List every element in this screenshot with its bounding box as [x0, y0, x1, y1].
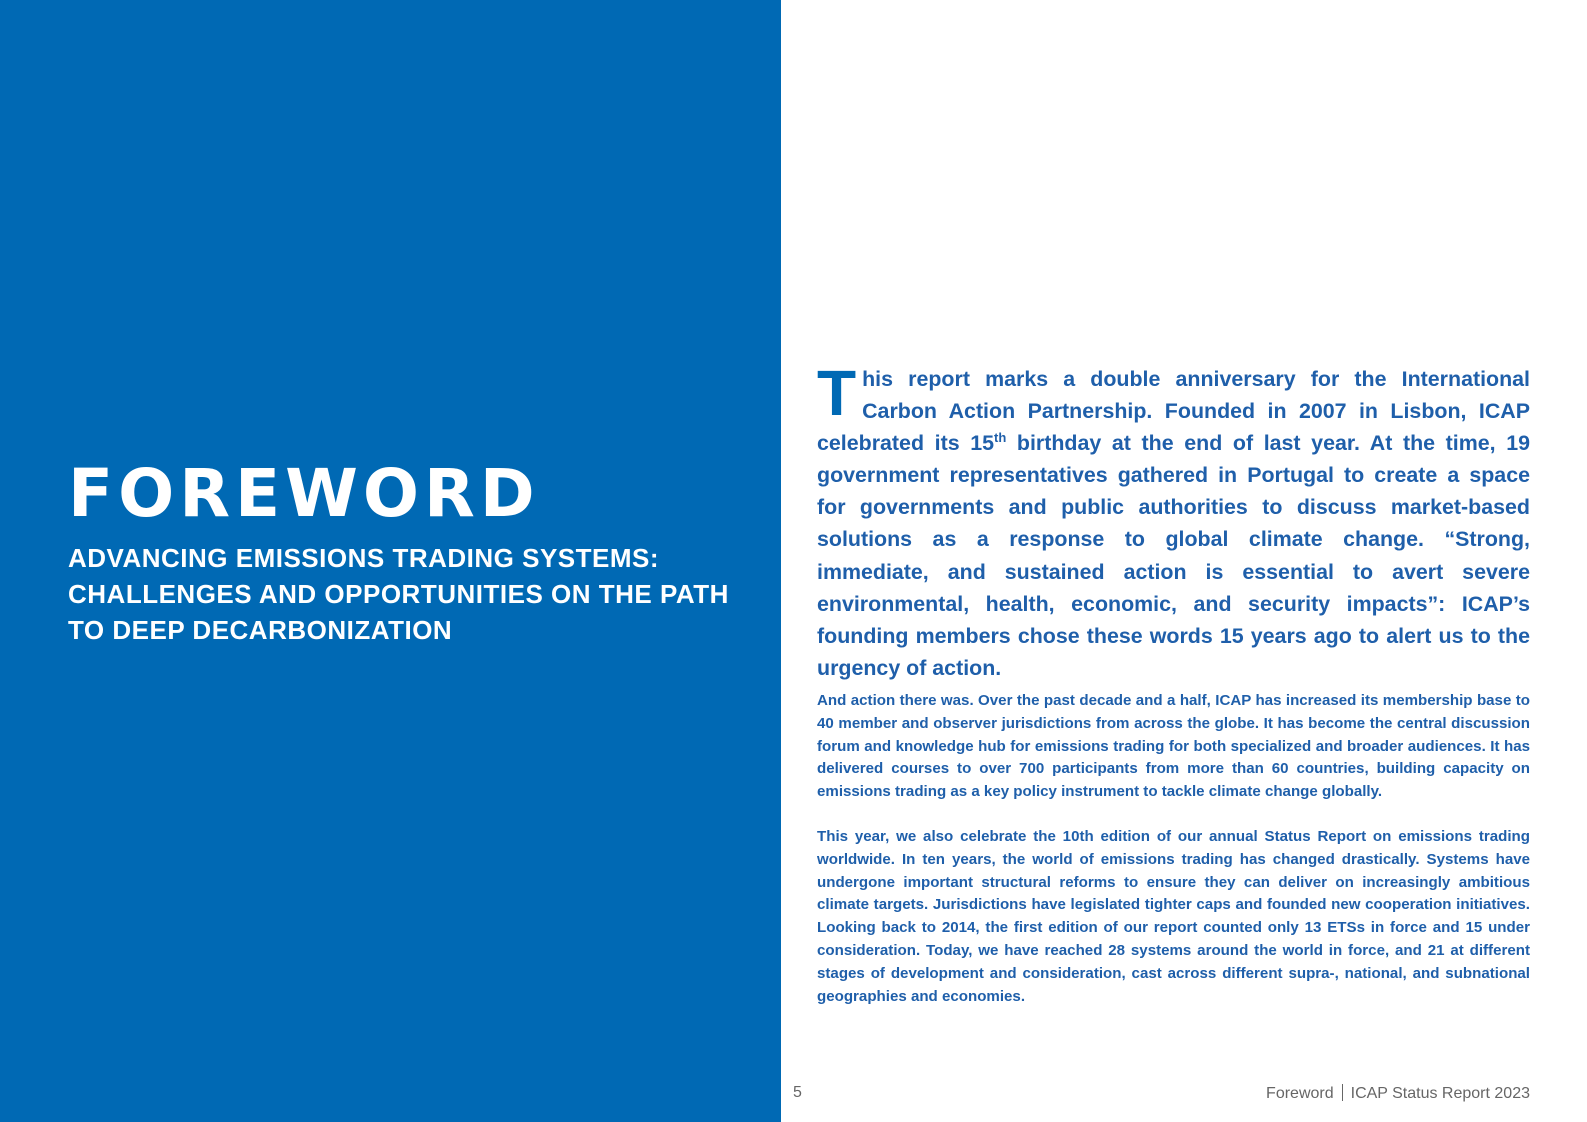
footer-publication: ICAP Status Report 2023 — [1350, 1085, 1530, 1102]
subtitle-line-2: CHALLENGES AND OPPORTUNITIES ON THE PATH — [68, 579, 729, 609]
page-title: FOREWORD — [68, 455, 540, 532]
subtitle-line-1: ADVANCING EMISSIONS TRADING SYSTEMS: — [68, 543, 660, 573]
page-number: 5 — [793, 1084, 802, 1101]
drop-cap: T — [817, 357, 857, 429]
page-subtitle — [68, 540, 758, 648]
footer-section: Foreword — [1266, 1085, 1334, 1102]
intro-text-part1: his report marks a double anniversary for the International Carbon Action Partnership. Founded in 2007 in Lisbon, ICAP celebrated its 15 — [817, 367, 1530, 456]
intro-text-part2: birthday at the end of last year. At the time, 19 government representatives gathered in Portugal to create a space for governments and public authorities to discuss market-based solutions as a response to global climate change. “Strong, immediate, and sustained action is essential to avert severe environmental, health, economic, and security impacts”: ICAP’s founding members chose these words 15 years ago to alert us to the urgency of action. — [817, 431, 1530, 680]
running-footer — [1266, 1084, 1530, 1103]
footer-divider — [1342, 1084, 1343, 1101]
intro-superscript: th — [994, 430, 1007, 446]
body-paragraph-1: And action there was. Over the past decade and a half, ICAP has increased its membership base to 40 member and observer jurisdictions from across the globe. It has become the central discussion forum and knowledge hub for emissions trading for both specialized and broader audiences. It has delivered courses to over 700 participants from more than 60 countries, building capacity on emissions trading as a key policy instrument to tackle climate change globally. — [817, 692, 1530, 801]
subtitle-line-3: TO DEEP DECARBONIZATION — [68, 615, 453, 645]
left-blue-panel — [0, 0, 781, 1122]
body-paragraph-2: This year, we also celebrate the 10th edition of our annual Status Report on emissions trading worldwide. In ten years, the world of emissions trading has changed drastically. Systems have undergone important structural reforms to ensure they can deliver on increasingly ambitious climate targets. Jurisdictions have legislated tighter caps and founded new cooperation initiatives. Looking back to 2014, the first edition of our report counted only 13 ETSs in force and 15 under consideration. Today, we have reached 28 systems around the world in force, and 21 at different stages of development and consideration, cast across different supra-, national, and subnational geographies and economies. — [817, 828, 1530, 1005]
intro-paragraph — [817, 357, 1530, 684]
